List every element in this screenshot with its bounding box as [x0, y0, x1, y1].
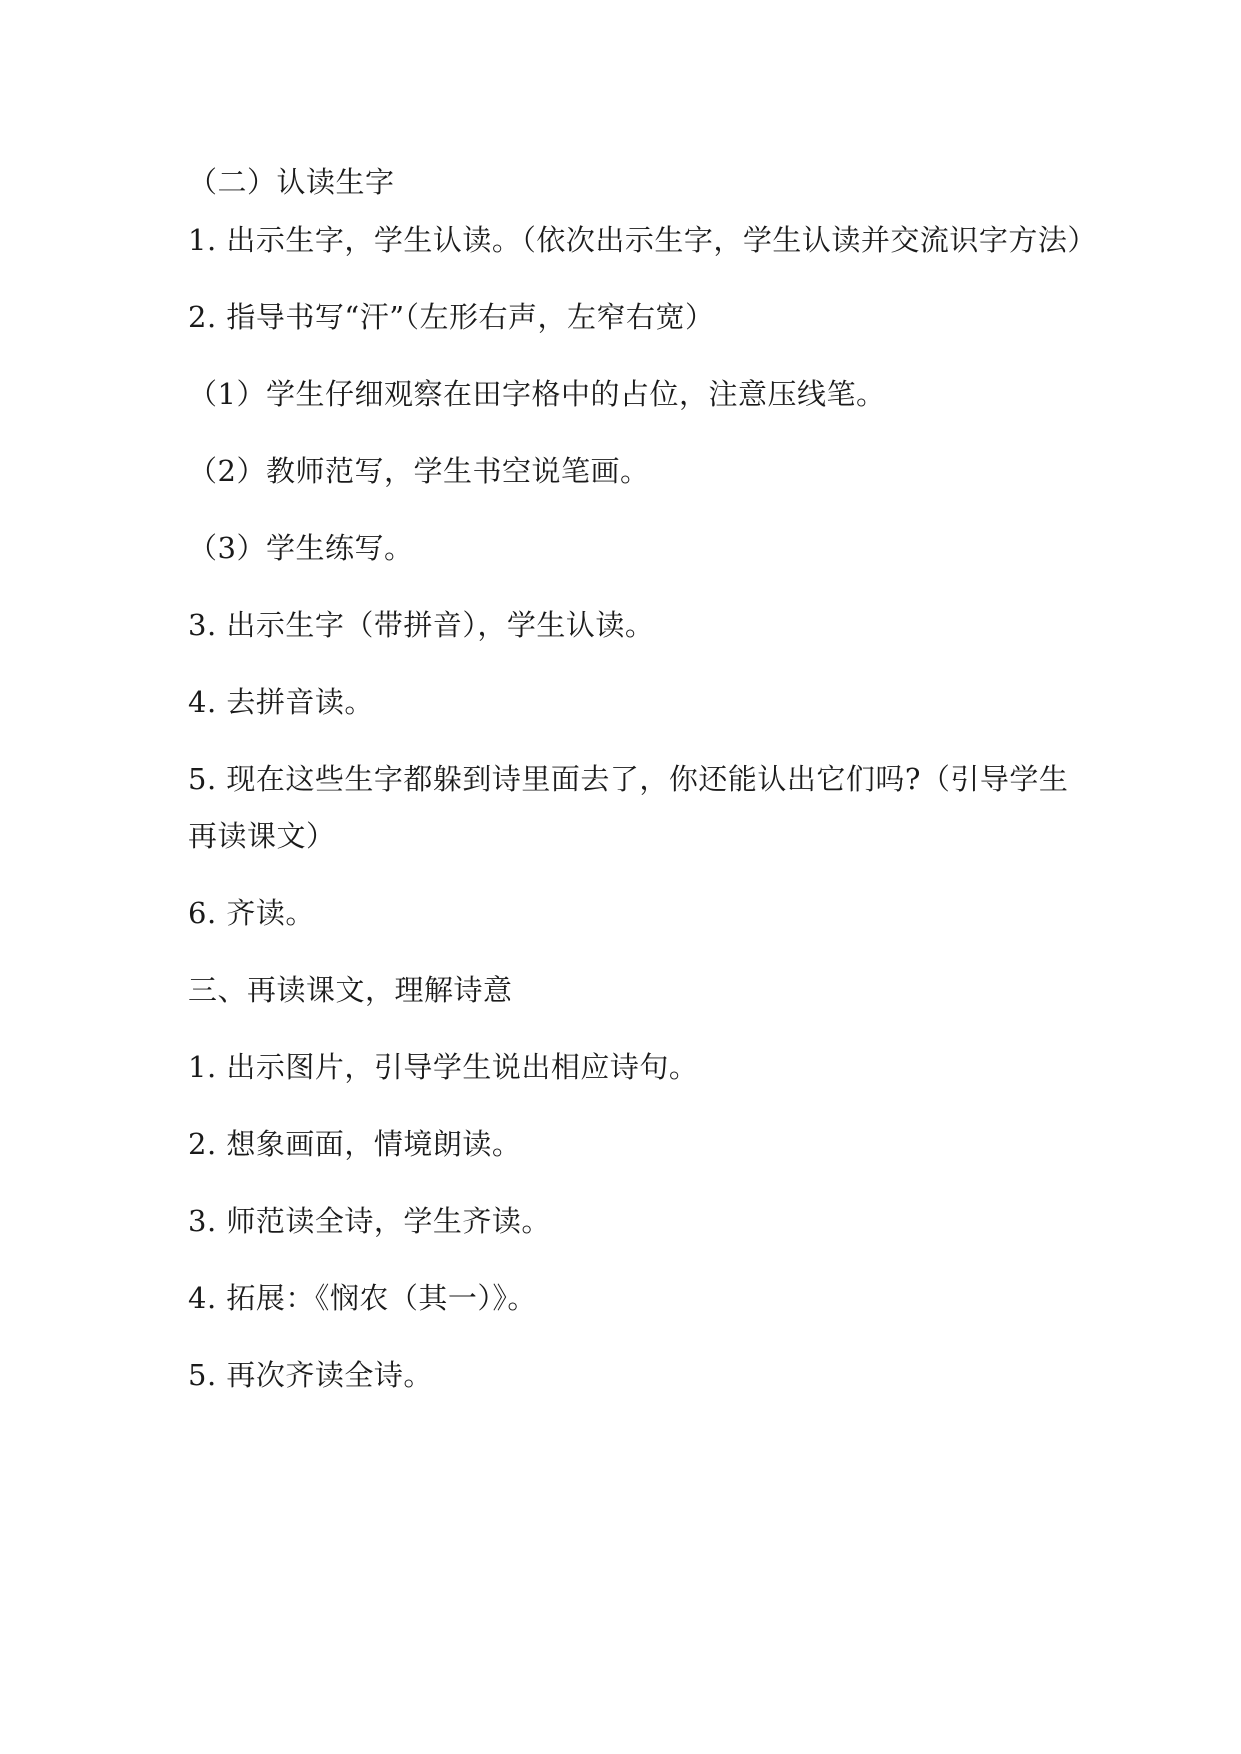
step-5-continuation: 再读课文） [188, 819, 336, 853]
step-2-imagine-scene: 2. 想象画面，情境朗读。 [188, 1127, 522, 1161]
substep-2-teacher-demo: （2）教师范写，学生书空说笔画。 [188, 454, 650, 488]
step-6-read-together: 6. 齐读。 [188, 896, 315, 930]
step-1-show-picture: 1. 出示图片，引导学生说出相应诗句。 [188, 1050, 699, 1084]
substep-3-practice: （3）学生练写。 [188, 531, 414, 565]
substep-1-observe: （1）学生仔细观察在田字格中的占位，注意压线笔。 [188, 377, 886, 411]
step-2-guide-writing: 2. 指导书写“汗”（左形右声，左窄右宽） [188, 300, 715, 334]
step-5-find-in-poem: 5. 现在这些生字都躲到诗里面去了，你还能认出它们吗?（引导学生 [188, 762, 1069, 796]
step-3-model-reading: 3. 师范读全诗，学生齐读。 [188, 1204, 551, 1238]
step-4-extension: 4. 拓展：《悯农（其一）》。 [188, 1281, 537, 1315]
step-5-read-again: 5. 再次齐读全诗。 [188, 1358, 433, 1392]
section-heading-reread-text: 三、再读课文，理解诗意 [188, 973, 513, 1007]
step-3-pinyin-reading: 3. 出示生字（带拼音），学生认读。 [188, 608, 655, 642]
step-4-remove-pinyin: 4. 去拼音读。 [188, 685, 374, 719]
section-heading-recognize-characters: （二）认读生字 [188, 165, 395, 199]
step-1-show-characters: 1. 出示生字，学生认读。（依次出示生字，学生认读并交流识字方法） [188, 223, 1097, 257]
